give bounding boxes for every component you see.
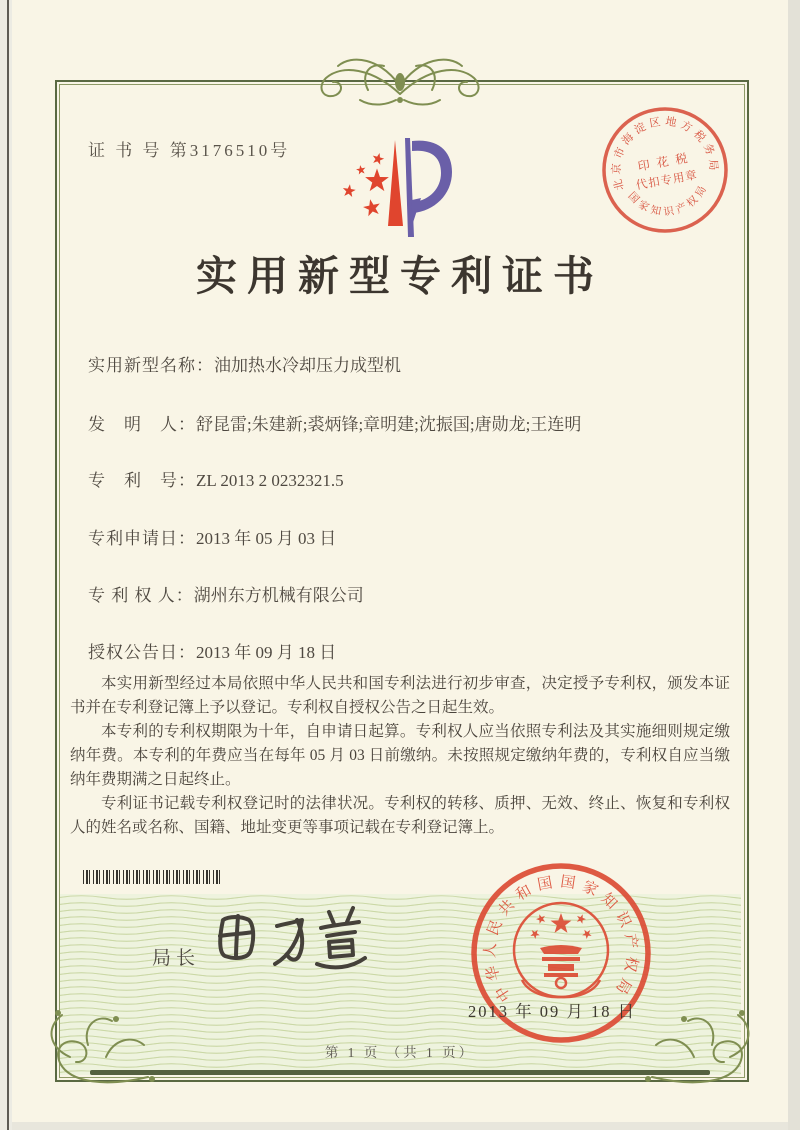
patent-office-logo-icon (325, 138, 500, 243)
field-row-inventors (88, 410, 581, 435)
field-label: 实用新型名称： (88, 356, 214, 375)
tax-stamp-line2: 代扣专用章 (635, 169, 699, 193)
seal-date: 2013 年 09 月 18 日 (468, 1002, 637, 1021)
field-label: 专 利 号： (88, 471, 196, 490)
top-ornament-icon (272, 48, 528, 114)
field-value: 2013 年 09 月 18 日 (196, 643, 337, 662)
svg-text:中华人民共和国国家知识产权局 (481, 873, 641, 1004)
tax-stamp-bottom-arc: 国家知识产权局 (625, 181, 711, 219)
scan-edge-line (7, 0, 9, 1130)
page-number: 第 1 页 （共 1 页） (324, 1045, 476, 1060)
tax-stamp-top-arc: 北京市海淀区地方税务局 (610, 115, 720, 192)
legal-text-block (70, 672, 730, 840)
field-value: 湖州东方机械有限公司 (193, 586, 364, 605)
barcode (83, 870, 221, 884)
tax-stamp-line1: 印 花 税 (636, 150, 691, 174)
paragraph-term-fees: 本专利的专利权期限为十年，自申请日起算。专利权人应当依照专利法及其实施细则规定缴纳年费。本专利的年费应当在每年 05 月 03 日前缴纳。未按照规定缴纳年费的，专利权自应当缴纳年费期满之日起终止。 (70, 723, 730, 788)
field-label: 授权公告日： (88, 643, 196, 662)
tax-stamp-seal (586, 91, 744, 249)
field-value: 2013 年 05 月 03 日 (196, 529, 337, 548)
director-signature (205, 898, 395, 988)
field-label: 专 利 权 人： (88, 586, 194, 605)
frame-bottom-rule (90, 1070, 710, 1075)
field-value: 油加热水冷却压力成型机 (214, 356, 401, 375)
seal-ring-text: 中华人民共和国国家知识产权局 (482, 874, 640, 1005)
certificate-number: 证 书 号 第3176510号 (88, 141, 291, 160)
field-row-patentee (88, 581, 364, 606)
field-value: ZL 2013 2 0232321.5 (196, 471, 344, 490)
scan-edge-right (788, 0, 800, 1130)
field-row-name (88, 351, 401, 376)
field-label: 专利申请日： (88, 529, 196, 548)
field-row-patent-no (88, 466, 344, 491)
scan-edge-bottom (12, 1122, 788, 1130)
field-label: 发 明 人： (88, 415, 196, 434)
national-emblem-icon (514, 903, 608, 997)
field-value: 舒昆雷;朱建新;裘炳锋;章明建;沈振国;唐勋龙;王连明 (196, 415, 582, 434)
paragraph-register: 专利证书记载专利权登记时的法律状况。专利权的转移、质押、无效、终止、恢复和专利权人的姓名或名称、国籍、地址变更等事项记载在专利登记簿上。 (70, 795, 730, 836)
director-title-label: 局长 (152, 948, 201, 969)
paragraph-grant: 本实用新型经过本局依照中华人民共和国专利法进行初步审查，决定授予专利权，颁发本证书并在专利登记簿上予以登记。专利权自授权公告之日起生效。 (70, 675, 730, 716)
field-row-grant-date (88, 638, 336, 663)
certificate-title: 实用新型专利证书 (196, 253, 604, 299)
field-row-filing-date (88, 524, 336, 549)
